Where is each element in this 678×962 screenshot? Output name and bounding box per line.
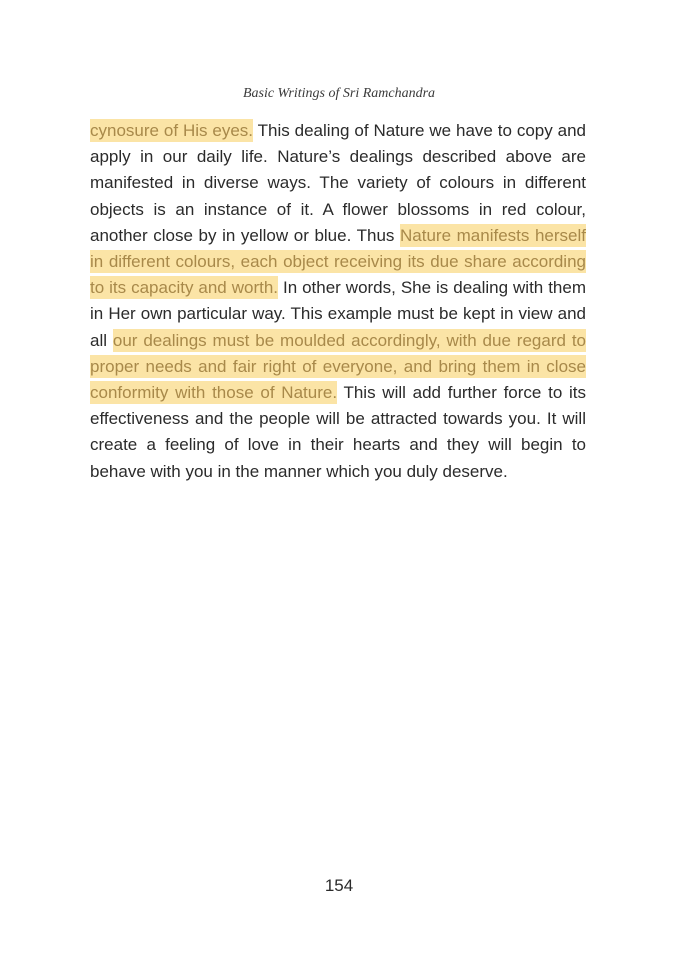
page-number: 154: [324, 876, 354, 895]
text-passage: In other words, She is dealing with them in Her own particular way. This example must be kept in view and all: [90, 278, 586, 350]
text-passage: This dealing of Nature we have to copy and apply in our daily life. Nature’s dealings described above are manifested in diverse ways. The variety of colours in different objects is an instance of it. A flower blossoms in red colour, another close by in yellow or blue. Thus: [90, 121, 586, 245]
body-paragraph: [90, 118, 586, 485]
highlighted-passage: Nature manifests herself in different colours, each object receiving its due share according to its capacity and worth.: [90, 225, 586, 298]
highlighted-passage: cynosure of His eyes.: [90, 121, 254, 140]
highlighted-passage: our dealings must be moulded accordingly, with due regard to proper needs and fair right of everyone, and bring them in close conformity with those of Nature.: [90, 330, 586, 403]
running-header: Basic Writings of Sri Ramchandra: [242, 86, 436, 101]
text-passage: This will add further force to its effectiveness and the people will be attracted towards you. It will create a feeling of love in their hearts and they will begin to behave with you in the manner which you duly deserve.: [90, 383, 586, 481]
